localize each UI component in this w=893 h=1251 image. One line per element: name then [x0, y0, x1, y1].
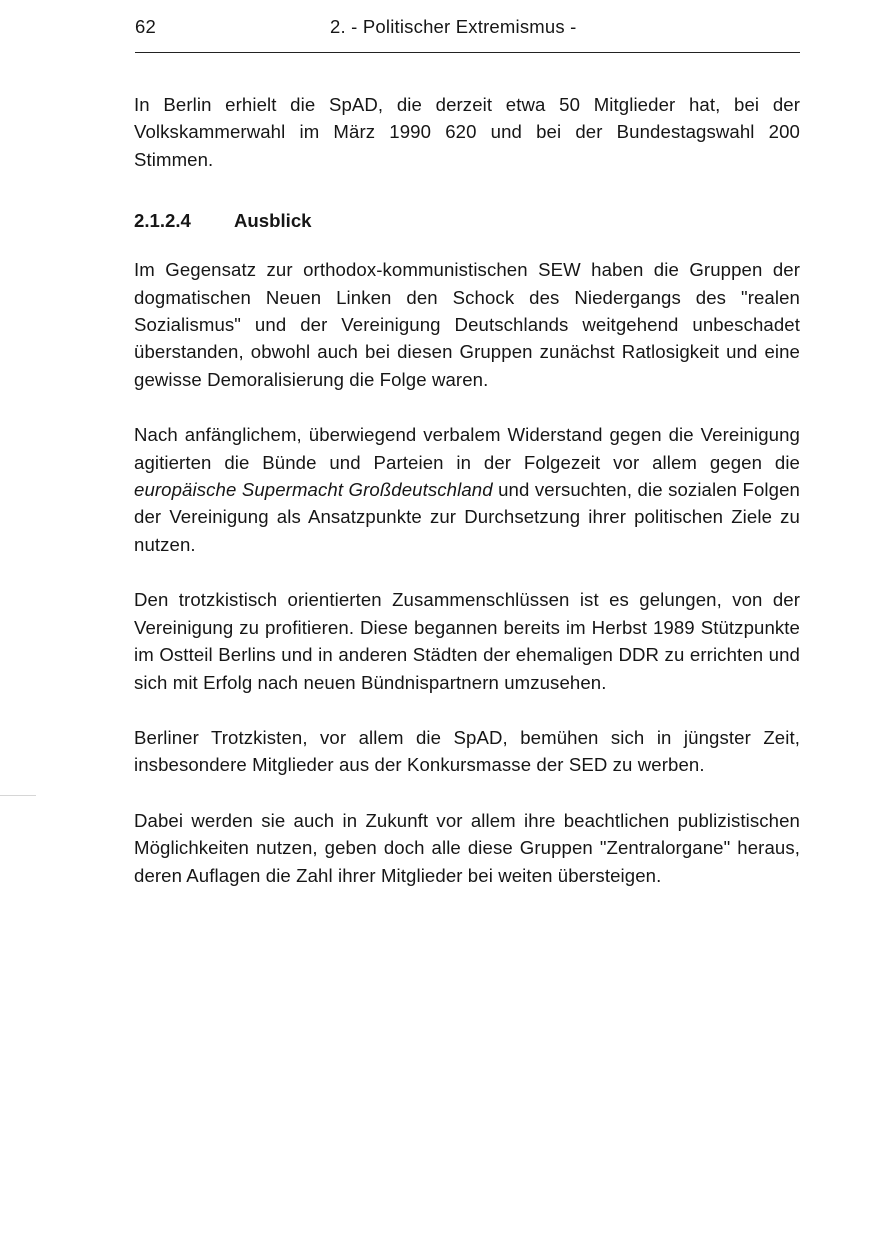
spacer	[134, 696, 800, 724]
spacer	[134, 393, 800, 421]
spacer	[134, 558, 800, 586]
paragraph-resistance-text-a: Nach anfänglichem, überwiegend verbalem Widerstand gegen die Vereinigung agitierten die Bünde und Parteien in der Folgezeit vor allem gegen die	[134, 424, 800, 473]
paragraph-publications: Dabei werden sie auch in Zukunft vor allem ihre beachtlichen publizistischen Möglichkeiten nutzen, geben doch alle diese Gruppen "Zentralorgane" heraus, deren Auflagen die Zahl ihrer Mitglieder bei weiten übersteigen.	[134, 809, 800, 886]
scan-artifact	[0, 795, 36, 796]
spacer	[134, 234, 800, 256]
paragraph-trotskyist-groups: Den trotzkistisch orientierten Zusammenschlüssen ist es gelungen, von der Vereinigung zu profitieren. Diese begannen bereits im Herbst 1989 Stützpunkte im Ostteil Berlins und in anderen Städten der ehemaligen DDR zu errichten und sich mit Erfolg nach neuen Bündnispartnern umzusehen.	[134, 589, 800, 693]
section-title: Ausblick	[234, 210, 312, 232]
paragraph-spad-election: In Berlin erhielt die SpAD, die derzeit etwa 50 Mitglieder hat, bei der Volkskammerwahl im März 1990 620 und bei der Bundestagswahl 200 Stimmen.	[134, 94, 800, 170]
paragraph-resistance-emphasis: europäische Supermacht Großdeutschland	[134, 479, 493, 501]
paragraph-new-left: Im Gegensatz zur orthodox-kommunistischen SEW haben die Gruppen der dogmatischen Neuen Linken den Schock des Niedergangs des "realen Sozialismus" und der Vereinigung Deutschlands weitgehend unbeschadet überstanden, obwohl auch bei diesen Gruppen zunächst Ratlosigkeit und eine gewisse Demoralisierung die Folge waren.	[134, 259, 800, 390]
page-body	[134, 91, 800, 889]
paragraph-berlin-trotskyists: Berliner Trotzkisten, vor allem die SpAD, bemühen sich in jüngster Zeit, insbesondere Mitglieder aus der Konkursmasse der SED zu werben.	[134, 726, 800, 776]
section-heading	[134, 208, 800, 234]
page-number: 62	[135, 16, 156, 37]
section-number: 2.1.2.4	[134, 210, 191, 232]
paragraph-resistance	[134, 421, 800, 558]
spacer	[134, 173, 800, 208]
page-header	[135, 12, 800, 53]
running-title: 2. - Politischer Extremismus -	[330, 16, 577, 37]
spacer	[134, 779, 800, 807]
paragraph-resistance-text-b: und versuchten, die sozialen Folgen der Vereinigung als Ansatzpunkte zur Durchsetzung ihrer politischen Ziele zu nutzen.	[134, 479, 800, 555]
